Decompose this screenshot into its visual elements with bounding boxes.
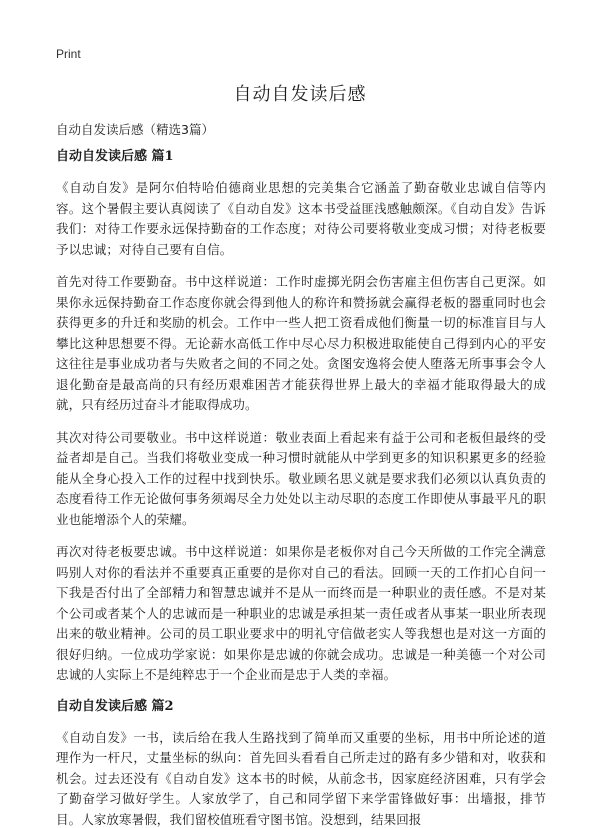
paragraph: 再次对待老板要忠诚。书中这样说道：如果你是老板你对自己今天所做的工作完全满意吗别人对你的看法并不重要真正重要的是你对自己的看法。回顾一天的工作扪心自问一下我是否付出了全部精力和智慧忠诚并不是从一而终而是一种职业的责任感。不是对某个公司或者某个人的忠诚而是一种职业的忠诚是承担某一责任或者从事某一职业所表现出来的敬业精神。公司的员工职业要求中的明礼守信做老实人等我想也是对这一方面的很好归纳。一位成功学家说：如果你是忠诚的你就会成功。忠诚是一种美德一个对公司忠诚的人实际上不是纯粹忠于一个企业而是忠于人类的幸福。	[56, 544, 546, 682]
paragraph: 其次对待公司要敬业。书中这样说道：敬业表面上看起来有益于公司和老板但最终的受益者却是自己。当我们将敬业变成一种习惯时就能从中学到更多的知识积累更多的经验能从全身心投入工作的过程中找到快乐。敬业顾名思义就是要求我们必须以认真负责的态度看待工作无论做何事务须竭尽全力处处以主动尽职的态度工作即使从事最平凡的职业也能增添个人的荣耀。	[56, 429, 546, 527]
paragraph: 首先对待工作要勤奋。书中这样说道：工作时虚掷光阴会伤害雇主但伤害自己更深。如果你永远保持勤奋工作态度你就会得到他人的称许和赞扬就会赢得老板的器重同时也会获得更多的升迁和奖励的机会。工作中一些人把工资看成他们衡量一切的标准盲目与人攀比这种思想要不得。无论薪水高低工作中尽心尽力积极进取能使自己得到内心的平安这往往是事业成功者与失败者之间的不同之处。贪图安逸将会使人堕落无所事事会令人退化勤奋是最高尚的只有经历艰难困苦才能获得世界上最大的幸福才能取得最大的成就，只有经历过奋斗才能取得成功。	[56, 274, 546, 412]
paragraph: 《自动自发》一书，读后给在我人生路找到了简单而又重要的坐标，用书中所论述的道理作为一杆尺，丈量坐标的纵向：首先回头看看自己所走过的路有多少错和对，收获和机会。过去还没有《自动自发》这本书的时候，从前念书，因家庭经济困难，只有学会了勤奋学习做好学生。人家放学了，自己和同学留下来学雷锋做好事：出墙报，排节目。人家放寒暑假，我们留校值班看守图书馆。没想到，结果回报	[56, 729, 546, 827]
paragraph: 《自动自发》是阿尔伯特哈伯德商业思想的完美集合它涵盖了勤奋敬业忠诚自信等内容。这个暑假主要认真阅读了《自动自发》这本书受益匪浅感触颇深。《自动自发》告诉我们：对待工作要永远保持勤奋的工作态度；对待公司要将敬业变成习惯；对待老板要予以忠诚；对待自己要有自信。	[56, 180, 546, 257]
section-heading-2: 自动自发读后感 篇2	[56, 698, 174, 714]
page-title: 自动自发读后感	[233, 84, 367, 105]
document-body	[56, 148, 546, 828]
document-subtitle: 自动自发读后感（精选3篇）	[56, 122, 214, 137]
print-link[interactable]: Print	[56, 47, 81, 61]
section-heading-1: 自动自发读后感 篇1	[56, 149, 174, 164]
